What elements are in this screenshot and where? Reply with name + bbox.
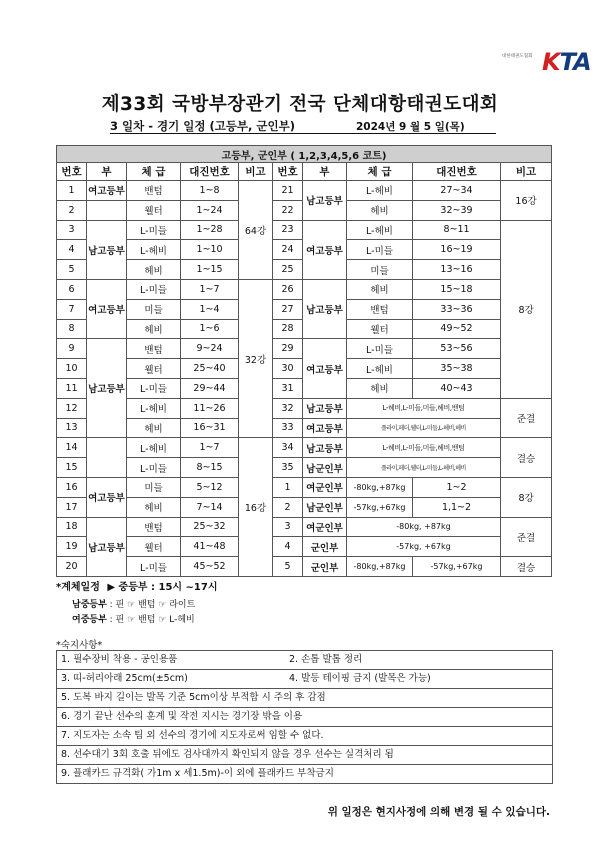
draw-range: 1~7: [181, 279, 239, 299]
document-date: 2024년 9 월 5 일(목): [356, 121, 465, 133]
division-cell-empty: [87, 200, 127, 220]
division-cell: 남고등부: [303, 279, 347, 338]
round-note: 8강: [501, 220, 552, 398]
match-no: 4: [273, 537, 303, 557]
match-no: 8: [57, 319, 87, 339]
round-note: 준결: [501, 398, 552, 438]
weight-class: 밴텀: [127, 339, 181, 359]
division-cell: 여고등부: [87, 279, 127, 338]
draw-range: 35~38: [413, 359, 501, 379]
draw-range: 7~14: [181, 497, 239, 517]
weight-class: 헤비: [127, 319, 181, 339]
match-no: 17: [57, 497, 87, 517]
match-no: 12: [57, 398, 87, 418]
division-cell: 남고등부: [303, 398, 347, 418]
weight-class-list: 플라이,페더,웰터,L-미들,L-헤비,헤비: [347, 418, 501, 438]
col-header: 체 급: [347, 163, 413, 181]
draw-range: 33~36: [413, 299, 501, 319]
weight-class: -57kg,+67kg: [347, 497, 413, 517]
match-no: 14: [57, 438, 87, 458]
weigh-in-line: [72, 612, 195, 625]
match-no: 5: [273, 557, 303, 577]
draw-range: 1~24: [181, 200, 239, 220]
weight-class: L-헤비: [347, 359, 413, 379]
note-text: 5. 도복 바지 길이는 발목 기준 5cm이상 부적합 시 주의 후 감점: [61, 692, 326, 703]
note-line: [57, 765, 552, 783]
round-note: 64강: [239, 181, 273, 280]
weight-class: 미들: [347, 260, 413, 280]
note-text: 2. 손톱 발톱 정리: [289, 654, 363, 665]
match-no: 7: [57, 299, 87, 319]
table-row: [57, 339, 552, 359]
note-line: [57, 746, 552, 765]
weight-class: L-헤비: [127, 438, 181, 458]
match-no: 21: [273, 181, 303, 201]
match-no: 11: [57, 378, 87, 398]
table-row: [57, 458, 552, 478]
table-row: [57, 418, 552, 438]
weight-class: 미들: [127, 299, 181, 319]
weight-class: 헤비: [127, 260, 181, 280]
draw-range: 16~31: [181, 418, 239, 438]
draw-range: 8~11: [413, 220, 501, 240]
draw-range: 45~52: [181, 557, 239, 577]
draw-range: 5~12: [181, 477, 239, 497]
notes-box: [56, 650, 553, 784]
match-no: 18: [57, 517, 87, 537]
weight-class-list: -80kg, +87kg: [347, 517, 501, 537]
division-cell: 남고등부: [87, 339, 127, 438]
draw-range: 1~2: [413, 477, 501, 497]
draw-range: 27~34: [413, 181, 501, 201]
match-no: 25: [273, 260, 303, 280]
weight-class: L-헤비: [127, 240, 181, 260]
logo-mark: [542, 48, 591, 76]
note-line: [57, 689, 552, 708]
division-cell: 여고등부: [87, 477, 127, 517]
draw-range: 15~18: [413, 279, 501, 299]
weight-class: 밴텀: [127, 181, 181, 201]
division-cell-empty: [87, 438, 127, 478]
weight-class-list: L-헤비,L-미들,미들,헤비,밴텀: [347, 398, 501, 418]
logo-mark-k: K: [542, 48, 560, 76]
draw-range: 1,1~2: [413, 497, 501, 517]
draw-range: 25~40: [181, 359, 239, 379]
division-cell: 여고등부: [303, 418, 347, 438]
draw-range: 1~6: [181, 319, 239, 339]
draw-range: 9~24: [181, 339, 239, 359]
note-line: [57, 727, 552, 746]
subtitle-underline: [110, 133, 496, 134]
round-note: 8강: [501, 477, 552, 517]
match-no: 34: [273, 438, 303, 458]
weight-class: 웰터: [347, 319, 413, 339]
note-text: 8. 선수대기 3회 호출 뒤에도 검사대까지 확인되지 않을 경우 선수는 실격처리 됨: [61, 749, 394, 760]
weight-class: L-미들: [347, 240, 413, 260]
arrow-icon: ▶: [107, 582, 116, 593]
division-cell: 남군인부: [303, 497, 347, 517]
note-text: 4. 발등 테이핑 금지 (발목은 가능): [289, 673, 431, 684]
match-no: 1: [273, 477, 303, 497]
division-cell: 군인부: [303, 537, 347, 557]
match-no: 19: [57, 537, 87, 557]
col-header: 체 급: [127, 163, 181, 181]
match-no: 4: [57, 240, 87, 260]
draw-range: 40~43: [413, 378, 501, 398]
note-text: 3. 띠-허리아래 25cm(±5cm): [61, 673, 188, 684]
draw-range: 32~39: [413, 200, 501, 220]
weigh-in-time: 중등부 : 15시 ~17시: [118, 582, 218, 593]
division-cell: 여군인부: [303, 517, 347, 537]
weight-class: 헤비: [347, 378, 413, 398]
division-cell: 남고등부: [303, 181, 347, 221]
weight-class: 밴텀: [347, 299, 413, 319]
weight-class: 헤비: [347, 279, 413, 299]
col-header: 부: [303, 163, 347, 181]
note-line: [57, 670, 552, 689]
draw-range: 49~52: [413, 319, 501, 339]
round-note: 16강: [501, 181, 552, 221]
col-header: 번호: [57, 163, 87, 181]
draw-range: 53~56: [413, 339, 501, 359]
match-no: 30: [273, 359, 303, 379]
match-no: 2: [57, 200, 87, 220]
draw-range: -57kg,+67kg: [413, 557, 501, 577]
draw-range: 1~4: [181, 299, 239, 319]
match-no: 35: [273, 458, 303, 478]
weight-class: L-미들: [127, 279, 181, 299]
weigh-in-order: : 핀 ☞ 밴텀 ☞ L-헤비: [109, 615, 195, 625]
match-no: 5: [57, 260, 87, 280]
weight-class-list: 플라이,페더,웰터,L-미들,L-헤비,헤비: [347, 458, 501, 478]
logo-subtitle: 대한태권도협회: [502, 54, 533, 59]
table-section-header: 고등부, 군인부 ( 1,2,3,4,5,6 코트): [57, 146, 552, 163]
table-row: [57, 557, 552, 577]
weight-class: -80kg,+87kg: [347, 557, 413, 577]
table-row: [57, 220, 552, 240]
draw-range: 41~48: [181, 537, 239, 557]
weight-class: L-미들: [127, 220, 181, 240]
match-no: 2: [273, 497, 303, 517]
draw-range: 1~7: [181, 438, 239, 458]
match-no: 23: [273, 220, 303, 240]
division-cell: 여고등부: [87, 181, 127, 201]
weight-class-list: -57kg, +67kg: [347, 537, 501, 557]
document-title: 제33회 국방부장관기 전국 단체대항태권도대회: [101, 94, 499, 115]
draw-range: 25~32: [181, 517, 239, 537]
division-cell: 남군인부: [303, 458, 347, 478]
weight-class: L-미들: [127, 557, 181, 577]
note-text: 7. 지도자는 소속 팀 외 선수의 경기에 지도자로써 임할 수 없다.: [61, 730, 324, 741]
weight-class: L-헤비: [127, 398, 181, 418]
table-row: [57, 438, 552, 458]
weight-class: L-미들: [127, 378, 181, 398]
division-cell: 남고등부: [303, 438, 347, 458]
weight-class-list: L-헤비,L-미들,미들,헤비,밴텀: [347, 438, 501, 458]
weight-class: L-미들: [127, 458, 181, 478]
weigh-in-line: [72, 597, 195, 610]
col-header: 대진번호: [413, 163, 501, 181]
weight-class: 미들: [127, 477, 181, 497]
match-no: 26: [273, 279, 303, 299]
weigh-in-title: [56, 578, 218, 593]
draw-range: 11~26: [181, 398, 239, 418]
weight-class: L-헤비: [347, 181, 413, 201]
note-text: 6. 경기 끝난 선수의 훈계 및 작전 지시는 경기장 밖을 이용: [61, 711, 303, 722]
col-header: 비고: [501, 163, 552, 181]
weight-class: 헤비: [347, 200, 413, 220]
footer-notice: 위 일정은 현지사정에 의해 변경 될 수 있습니다.: [327, 806, 550, 818]
document-subtitle: 3 일차 - 경기 일정 (고등부, 군인부): [110, 119, 295, 133]
match-no: 24: [273, 240, 303, 260]
match-no: 33: [273, 418, 303, 438]
draw-range: 1~15: [181, 260, 239, 280]
match-no: 10: [57, 359, 87, 379]
weight-class: 웰터: [127, 537, 181, 557]
division-cell: 남고등부: [87, 220, 127, 279]
table-row: [57, 497, 552, 517]
schedule-table: [56, 145, 552, 577]
table-row: [57, 477, 552, 497]
match-no: 13: [57, 418, 87, 438]
weigh-in-label: *계체일정: [56, 582, 100, 593]
division-cell: 여고등부: [303, 339, 347, 398]
notes-title: *숙지사항*: [56, 640, 103, 651]
table-row: [57, 398, 552, 418]
match-no: 20: [57, 557, 87, 577]
round-note: 결승: [501, 557, 552, 577]
note-line: [57, 708, 552, 727]
division-cell: 남고등부: [87, 517, 127, 576]
table-row: [57, 517, 552, 537]
match-no: 3: [273, 517, 303, 537]
draw-range: 16~19: [413, 240, 501, 260]
weight-class: L-헤비: [347, 220, 413, 240]
weight-class: L-미들: [347, 339, 413, 359]
weigh-in-order: : 핀 ☞ 밴텀 ☞ 라이트: [109, 600, 196, 610]
col-header: 번호: [273, 163, 303, 181]
match-no: 28: [273, 319, 303, 339]
note-line: [57, 651, 552, 670]
match-no: 31: [273, 378, 303, 398]
table-row: [57, 181, 552, 201]
weight-class: 웰터: [127, 200, 181, 220]
match-no: 22: [273, 200, 303, 220]
draw-range: 29~44: [181, 378, 239, 398]
match-no: 32: [273, 398, 303, 418]
logo-mark-ta: TA: [559, 48, 591, 76]
draw-range: 1~28: [181, 220, 239, 240]
draw-range: 13~16: [413, 260, 501, 280]
kta-logo: [502, 48, 591, 76]
division-cell: 여군인부: [303, 477, 347, 497]
weigh-in-group: 여중등부: [72, 615, 107, 625]
col-header: 비고: [239, 163, 273, 181]
weight-class: 웰터: [127, 359, 181, 379]
col-header: 부: [87, 163, 127, 181]
weight-class: 밴텀: [127, 517, 181, 537]
table-row: [57, 537, 552, 557]
weight-class: 헤비: [127, 418, 181, 438]
table-row: [57, 279, 552, 299]
match-no: 16: [57, 477, 87, 497]
round-note: 16강: [239, 438, 273, 577]
round-note: 32강: [239, 279, 273, 437]
match-no: 27: [273, 299, 303, 319]
match-no: 29: [273, 339, 303, 359]
division-cell: 여고등부: [303, 220, 347, 279]
match-no: 6: [57, 279, 87, 299]
match-no: 9: [57, 339, 87, 359]
note-text: 1. 필수장비 착용 - 공인용품: [61, 654, 178, 665]
draw-range: 1~8: [181, 181, 239, 201]
weight-class: 헤비: [127, 497, 181, 517]
weigh-in-group: 남중등부: [72, 600, 107, 610]
match-no: 1: [57, 181, 87, 201]
round-note: 결승: [501, 438, 552, 478]
match-no: 3: [57, 220, 87, 240]
match-no: 15: [57, 458, 87, 478]
col-header: 대진번호: [181, 163, 239, 181]
round-note: 준결: [501, 517, 552, 557]
weight-class: -80kg,+87kg: [347, 477, 413, 497]
draw-range: 1~10: [181, 240, 239, 260]
note-text: 9. 플래카드 규격화( 가1m x 세1.5m)-이 외에 플래카드 부착금지: [61, 768, 334, 779]
draw-range: 8~15: [181, 458, 239, 478]
division-cell: 군인부: [303, 557, 347, 577]
